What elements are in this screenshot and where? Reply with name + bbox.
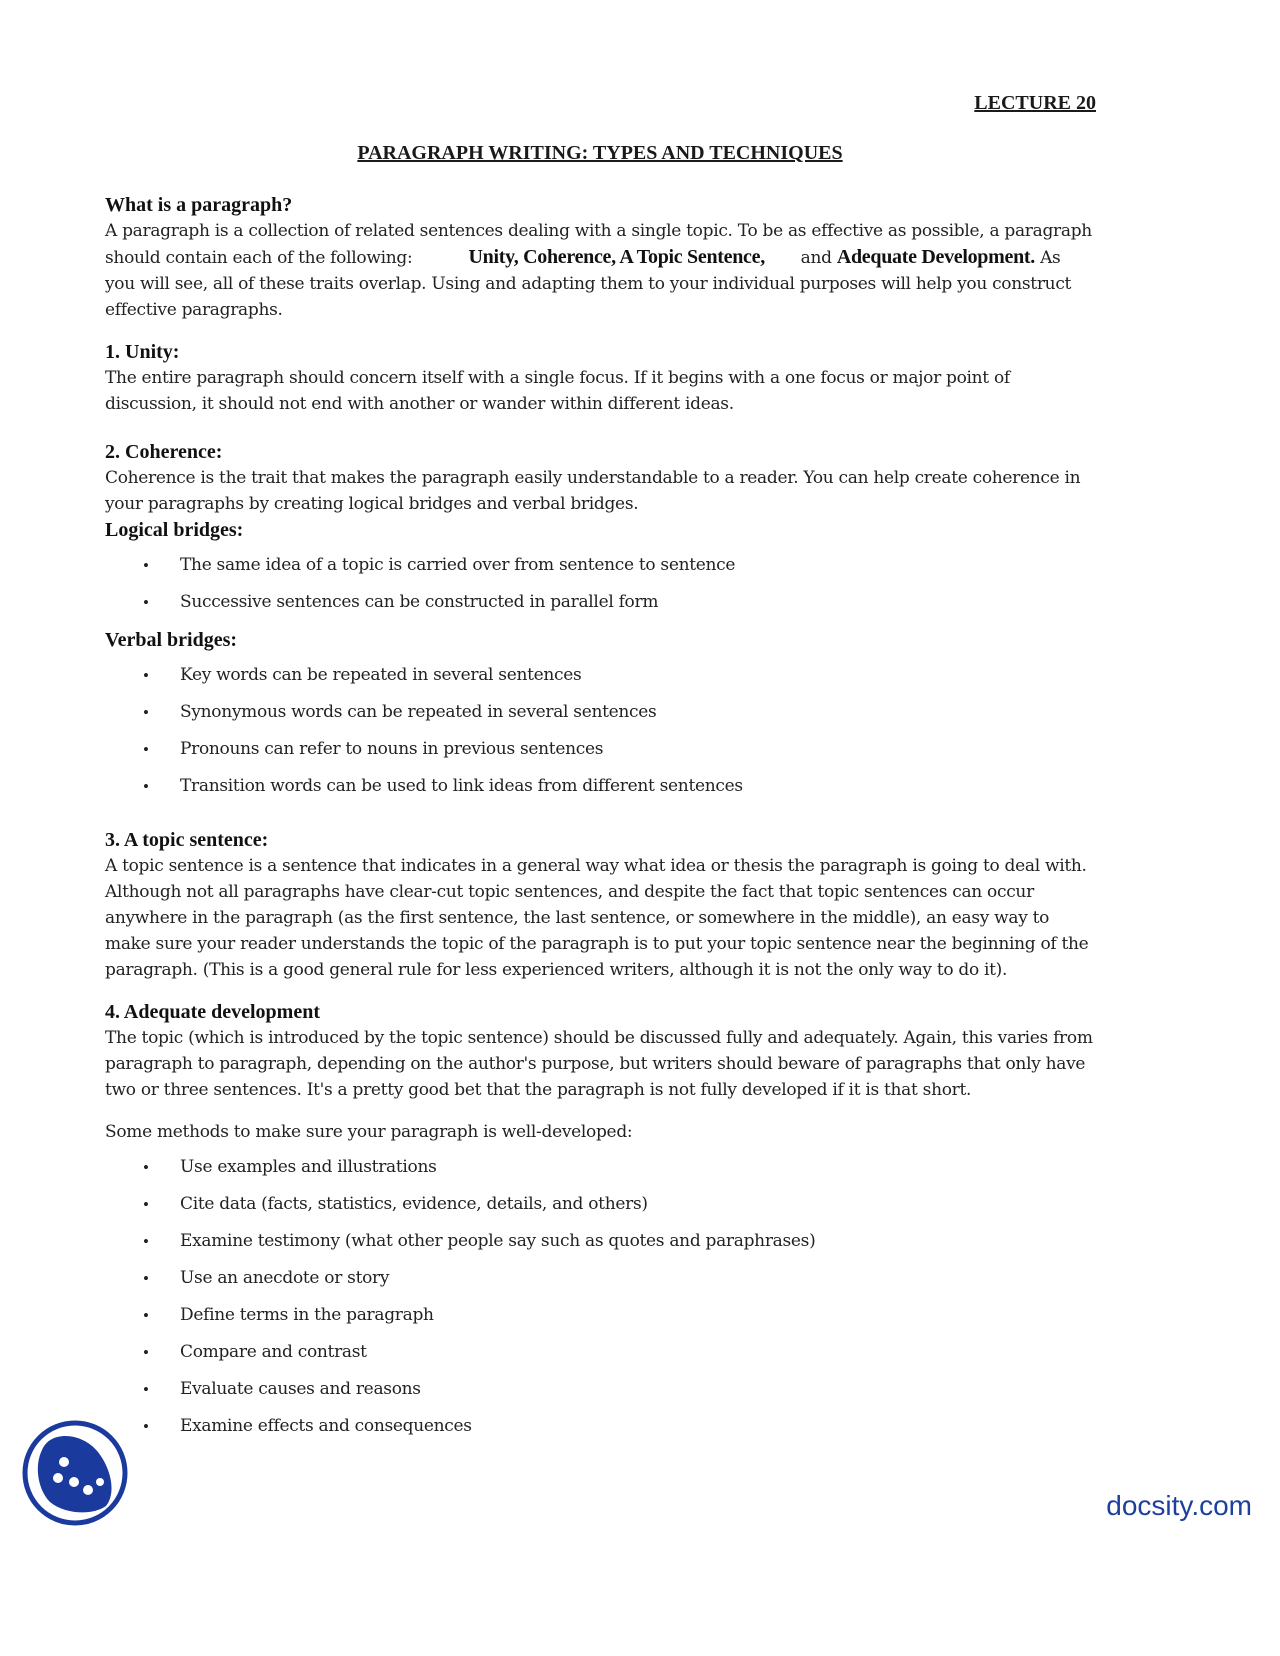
docsity-brand-link[interactable]: docsity.com <box>1106 1490 1252 1521</box>
intro-text-b: and <box>800 248 832 268</box>
unity-paragraph: The entire paragraph should concern itself with a single focus. If it begins with a one focus or major point of discussion, it should not end with another or wander within different ideas. <box>105 368 1010 414</box>
topic-sentence-paragraph: A topic sentence is a sentence that indicates in a general way what idea or thesis the paragraph is going to deal with. Although not all paragraphs have clear-cut topic sentences, and despite the fact that topic sentences can occur anywhere in the paragraph (as the first sentence, the last sentence, or somewhere in the middle), an easy way to make sure your reader understands the topic of the paragraph is to put your topic sentence near the beginning of the paragraph. (This is a good general rule for less experienced writers, although it is not the only way to do it). <box>105 856 1089 980</box>
list-item: • Examine testimony (what other people say such as quotes and paraphrases) <box>105 1223 1095 1260</box>
section-topic-sentence <box>105 827 1095 983</box>
list-item: • Define terms in the paragraph <box>105 1297 1095 1334</box>
subsection-heading: Logical bridges: <box>105 519 244 541</box>
list-item: • Examine effects and consequences <box>105 1408 1095 1445</box>
docsity-logo-icon[interactable] <box>20 1418 130 1528</box>
intro-text-c: As you will see, all of these traits overlap. Using and adapting them to your individual purposes will help you construct effective paragraphs. <box>105 248 1072 320</box>
section-heading: What is a paragraph? <box>105 194 293 216</box>
list-item: • Key words can be repeated in several sentences <box>105 657 1095 694</box>
development-paragraph: The topic (which is introduced by the topic sentence) should be discussed fully and adequately. Again, this varies from paragraph to paragraph, depending on the author's purpose, but writers should beware of paragraphs that only have two or three sentences. It's a pretty good bet that the paragraph is not fully developed if it is that short. <box>105 1028 1093 1100</box>
intro-paragraph <box>105 218 1095 323</box>
section-adequate-development <box>105 999 1095 1445</box>
methods-intro: Some methods to make sure your paragraph is well-developed: <box>105 1122 633 1142</box>
list-item: • Evaluate causes and reasons <box>105 1371 1095 1408</box>
list-item: • Transition words can be used to link ideas from different sentences <box>105 768 1095 805</box>
intro-bold-b: Adequate Development. <box>836 246 1035 268</box>
list-item: • Synonymous words can be repeated in several sentences <box>105 694 1095 731</box>
logical-bridges-list <box>105 547 1095 621</box>
list-item: • Successive sentences can be constructed in parallel form <box>105 584 1095 621</box>
list-item: • Cite data (facts, statistics, evidence, details, and others) <box>105 1186 1095 1223</box>
list-item: • Pronouns can refer to nouns in previous sentences <box>105 731 1095 768</box>
section-unity <box>105 339 1095 417</box>
section-heading: 3. A topic sentence: <box>105 829 269 851</box>
methods-list <box>105 1149 1095 1445</box>
section-heading: 2. Coherence: <box>105 441 223 463</box>
section-heading: 1. Unity: <box>105 341 180 363</box>
coherence-paragraph: Coherence is the trait that makes the paragraph easily understandable to a reader. You can help create coherence in your paragraphs by creating logical bridges and verbal bridges. <box>105 468 1081 514</box>
section-what-is-paragraph <box>105 192 1095 323</box>
list-item: • Use examples and illustrations <box>105 1149 1095 1186</box>
list-item: • Compare and contrast <box>105 1334 1095 1371</box>
section-heading: 4. Adequate development <box>105 1001 320 1023</box>
document-title: PARAGRAPH WRITING: TYPES AND TECHNIQUES <box>357 142 843 164</box>
list-item: • The same idea of a topic is carried over from sentence to sentence <box>105 547 1095 584</box>
section-coherence <box>105 439 1095 805</box>
intro-text-a: A paragraph is a collection of related sentences dealing with a single topic. To be as effective as possible, a paragraph should contain each of the following: <box>105 221 1092 268</box>
lecture-label: LECTURE 20 <box>974 92 1096 114</box>
intro-bold-a: Unity, Coherence, A Topic Sentence, <box>468 246 765 268</box>
document-body <box>105 192 1095 1445</box>
verbal-bridges-list <box>105 657 1095 805</box>
subsection-heading: Verbal bridges: <box>105 629 238 651</box>
list-item: • Use an anecdote or story <box>105 1260 1095 1297</box>
